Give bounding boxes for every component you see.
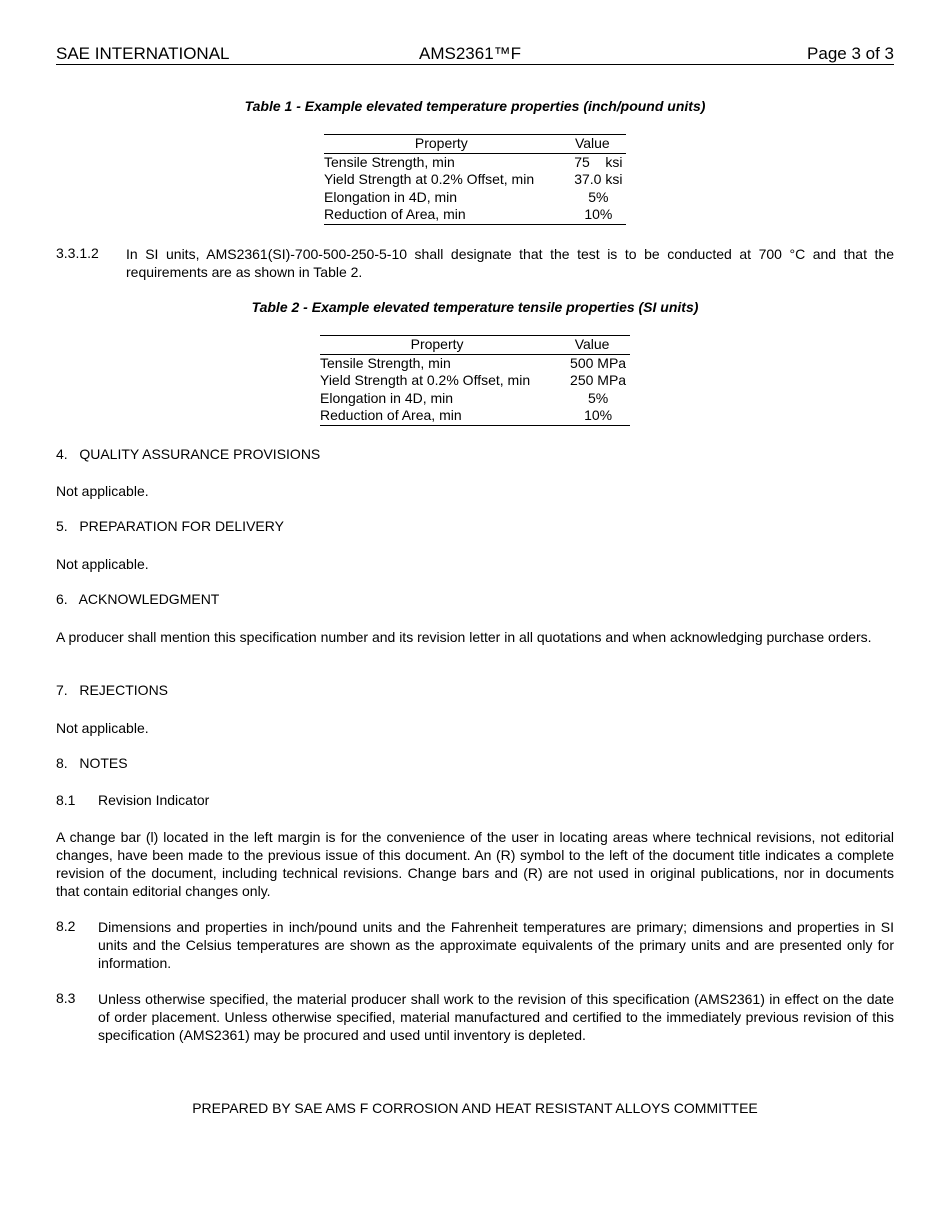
table2-caption: Table 2 - Example elevated temperature tensile properties (SI units) (251, 299, 699, 315)
section-4-heading: 4. QUALITY ASSURANCE PROVISIONS (56, 446, 321, 462)
table1-caption: Table 1 - Example elevated temperature properties (inch/pound units) (244, 98, 706, 114)
table1-cell-value: 37.0 ksi (574, 171, 623, 187)
table1-cell-value: 5% (588, 188, 609, 205)
header-org: SAE INTERNATIONAL (56, 44, 230, 63)
table1-cell-property: Elongation in 4D, min (324, 188, 458, 205)
section-5-heading: 5. PREPARATION FOR DELIVERY (56, 518, 284, 534)
table2-cell-property: Yield Strength at 0.2% Offset, min (320, 372, 531, 388)
table-row (320, 407, 630, 425)
table-row (324, 206, 626, 224)
section-6-heading: 6. ACKNOWLEDGMENT (56, 591, 220, 607)
table1-header-property: Property (324, 135, 559, 154)
section-8-1-title: Revision Indicator (98, 792, 210, 808)
section-6-text: A producer shall mention this specification number and its revision letter in all quotations and when acknowledging purchase orders. (56, 629, 872, 645)
page-header (56, 44, 894, 65)
table-row (324, 171, 626, 189)
section-3-3-1-2-text: In SI units, AMS2361(SI)-700-500-250-5-10 shall designate that the test is to be conducted at 700 °C and that the requirements are as shown in Table 2. (126, 246, 894, 280)
section-4-text: Not applicable. (56, 483, 149, 499)
table2-cell-value: 500 MPa (570, 354, 627, 371)
table2-cell-value: 250 MPa (570, 372, 627, 388)
section-7-heading: 7. REJECTIONS (56, 682, 169, 698)
section-8-3-text: Unless otherwise specified, the material producer shall work to the revision of this specification (AMS2361) in effect on the date of order placement. Unless otherwise specified, material manufactured and certified to the immediately previous revision of this specification (AMS2361) may be procured and used until inventory is depleted. (98, 991, 894, 1043)
section-3-3-1-2-number: 3.3.1.2 (56, 245, 99, 261)
table1-cell-property: Reduction of Area, min (324, 206, 559, 224)
table-row (324, 189, 626, 207)
prepared-by-footer: PREPARED BY SAE AMS F CORROSION AND HEAT RESISTANT ALLOYS COMMITTEE (192, 1100, 758, 1116)
table2-cell-value: 5% (587, 389, 609, 406)
section-8-heading: 8. NOTES (56, 755, 128, 771)
table1-cell-value: 75 ksi (574, 153, 623, 170)
section-7-text: Not applicable. (56, 720, 149, 736)
table-row (320, 390, 630, 408)
section-8-1-text: A change bar (l) located in the left margin is for the convenience of the user in locating areas where technical revisions, not editorial changes, have been made to the previous issue of this document. An (R) symbol to the left of the document title indicates a complete revision of the document, including technical revisions. Change bars and (R) are not used in original publications, nor in documents that contain editorial changes only. (56, 829, 894, 899)
section-8-2-number: 8.2 (56, 918, 76, 934)
section-8-3-number: 8.3 (56, 990, 76, 1006)
table-row (320, 372, 630, 390)
table1-cell-value: 10% (559, 206, 626, 224)
table1-header-value: Value (559, 135, 626, 154)
section-8-1-number: 8.1 (56, 792, 76, 808)
table-row (320, 354, 630, 372)
table2 (320, 335, 630, 426)
table2-cell-property: Reduction of Area, min (320, 407, 554, 425)
table2-header-value: Value (554, 336, 630, 355)
table1-cell-property: Tensile Strength, min (324, 153, 455, 170)
table1 (324, 134, 626, 225)
table2-cell-value: 10% (554, 407, 630, 425)
table2-header-property: Property (320, 336, 554, 355)
table2-cell-property: Elongation in 4D, min (320, 389, 454, 406)
table-row (324, 153, 626, 171)
section-5-text: Not applicable. (56, 556, 149, 572)
table2-cell-property: Tensile Strength, min (320, 354, 451, 371)
table1-cell-property: Yield Strength at 0.2% Offset, min (324, 171, 535, 187)
header-page-number: Page 3 of 3 (807, 44, 894, 63)
section-8-2-text: Dimensions and properties in inch/pound units and the Fahrenheit temperatures are primary; dimensions and properties in SI units and the Celsius temperatures are shown as the approximate equivalents of the primary units and are presented only for information. (98, 919, 894, 971)
header-doc-id: AMS2361™F (419, 44, 522, 63)
